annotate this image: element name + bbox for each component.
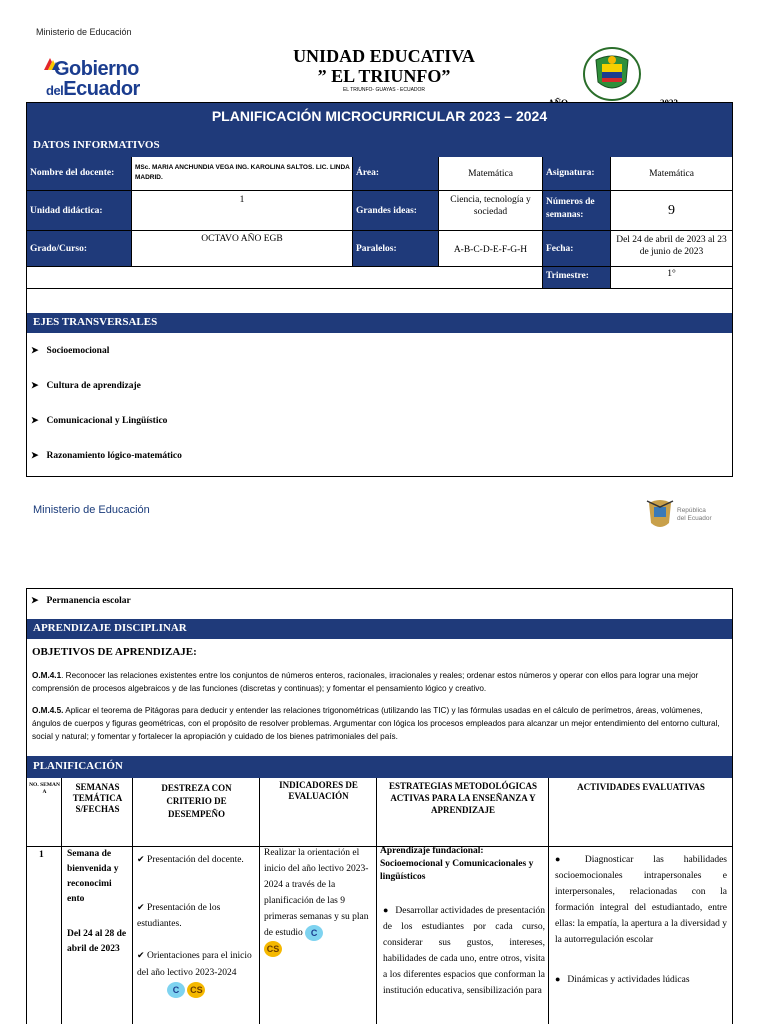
trimestre-label-cell: Trimestre: [543,267,611,289]
cs-badge-icon: CS [187,982,205,998]
del-word: del [46,83,64,98]
check-icon: ✔ [137,950,145,960]
arrow-bullet-icon: ➤ [31,345,39,355]
datos-title: DATOS INFORMATIVOS [33,139,160,151]
republica-logo [645,497,735,533]
semanas-label-cell: Números de semanas: [543,191,611,231]
paralelos-value-cell: A-B-C-D-E-F-G-H [439,231,543,267]
empty-cell [27,267,543,289]
week-title: Semana de bienvenida y reconocimi ento [67,849,119,904]
bullet-dot-icon: ● [383,905,389,915]
asignatura-label-cell: Asignatura: [543,157,611,191]
aprendizaje-band [27,619,732,639]
arrow-bullet-icon: ➤ [31,450,39,460]
objetivos-title: OBJETIVOS DE APRENDIZAJE: [32,646,197,658]
header-semanas: SEMANAS TEMÁTICA S/FECHAS [72,782,123,814]
objetivo-om41: O.M.4.1. Reconocer las relaciones existentes entre los conjuntos de números enteros, racionales, irracionales y reales; ordenar estos números y operar con ellos para lograr una mejor comprensión de procesos algebraicos y de las funciones (discretas y continuas); y fomentar el pensamiento lógico y creativo. [32,671,699,693]
aprendizaje-title: APRENDIZAJE DISCIPLINAR [33,622,187,634]
asignatura-value-cell: Matemática [611,157,732,191]
arrow-bullet-icon: ➤ [31,415,39,425]
eje-item: ➤ Comunicacional y Lingüístico [31,415,168,426]
docente-value-cell: MSc. MARIA ANCHUNDIA VEGA ING. KAROLINA SALTOS. LIC. LINDA MADRID. [132,157,353,191]
ideas-label-cell: Grandes ideas: [353,191,439,231]
ecuador-text: Ecuador [63,78,140,100]
estrategia-body: ● Desarrollar actividades de presentación de los estudiantes por cada curso, considerar sus gustos, intereses, habilidades de cada uno, entre otros, visita a los diferentes espacios que conforman la institución educativa, sensibilización para [383,902,545,999]
eje-item: ➤ Razonamiento lógico-matemático [31,450,182,461]
actividad-item: ● Diagnosticar las habilidades socioemocionales intrapersonales e interpersonales, relacionadas con la formación integral del estudiantado, entre ellas: la empatía, la apertura a la diversidad y la autorregulación escolar [555,851,727,948]
header-indicadores: INDICADORES DE EVALUACIÓN [279,780,358,801]
planificacion-title: PLANIFICACIÓN [33,760,123,772]
ecuador-shield-icon [645,497,675,533]
ministerio-label: Ministerio de Educación [36,27,132,37]
bullet-dot-icon: ● [555,974,561,984]
fecha-label-cell: Fecha: [543,231,611,267]
eje-item: ➤ Cultura de aprendizaje [31,380,141,391]
school-title-line2: ” EL TRIUNFO” [317,66,451,86]
unidad-value-cell: 1 [132,191,353,231]
destreza-item: ✔ Orientaciones para el inicio del año lectivo 2023-2024 C CS [137,947,257,999]
col-no-semana [27,778,62,1024]
estrategia-title: Aprendizaje fundacional: Socioemocional y Comunicacionales y lingüísticos [380,846,534,882]
c-badge-icon: C [305,925,323,941]
destreza-item: ✔ Presentación del docente. [137,851,257,868]
area-label-cell: Área: [353,157,439,191]
ejes-title: EJES TRANSVERSALES [33,316,158,328]
plan-title-band [27,103,732,135]
school-title-line1: UNIDAD EDUCATIVA [293,46,475,66]
school-location: EL TRIUNFO- GUAYAS - ECUADOR [342,87,426,93]
grado-value-cell: OCTAVO AÑO EGB [132,231,353,267]
plan-table [26,588,733,1024]
objetivo-om45: O.M.4.5. Aplicar el teorema de Pitágoras para deducir y entender las relaciones trigonométricas (utilizando las TIC) y las fórmulas usadas en el cálculo de perímetros, áreas, volúmenes, ángulos de cuerpos y figuras geométricas, con el propósito de resolver problemas. Argumentar con lógica los procesos empleados para alcanzar un mejor entendimiento del entorno cultural, social y natural; y fomentar y fortalecer la apropiación y cuidado de los bienes patrimoniales del país. [32,706,720,741]
week-dates: Del 24 al 28 de abril de 2023 [67,929,127,954]
eje-item: ➤ Socioemocional [31,345,110,356]
ministerio-footer: Ministerio de Educación [33,504,150,516]
gobierno-word: Gobierno [54,58,139,80]
datos-table [26,102,733,477]
indicador-text: Realizar la orientación el inicio del año lectivo 2023-2024 a través de la planificación de las 9 primeras semanas y su plan de estudio C CS [264,845,375,957]
check-icon: ✔ [137,902,145,912]
permanencia-item: ➤ Permanencia escolar [31,595,131,606]
school-crest-icon [580,44,644,104]
check-icon: ✔ [137,854,145,864]
c-badge-icon: C [167,982,185,998]
unidad-label-cell: Unidad didáctica: [27,191,132,231]
header-destreza: DESTREZA CON CRITERIO DE DESEMPEÑO [161,783,232,819]
datos-band [27,135,732,157]
grado-label-cell: Grado/Curso: [27,231,132,267]
badges [137,982,257,999]
paralelos-label-cell: Paralelos: [353,231,439,267]
week-number: 1 [39,850,44,860]
header-estrategias: ESTRATEGIAS METODOLÓGICAS ACTIVAS PARA LA ENSEÑANZA Y APRENDIZAJE [389,781,537,815]
plan-title: PLANIFICACIÓN MICROCURRICULAR 2023 – 2024 [211,108,548,124]
header-actividades: ACTIVIDADES EVALUATIVAS [577,782,705,792]
planificacion-band [27,756,732,778]
arrow-bullet-icon: ➤ [31,380,39,390]
trimestre-value-cell: 1° [611,267,732,289]
actividad-item: ● Dinámicas y actividades lúdicas [555,971,727,988]
ideas-value-cell: Ciencia, tecnología y sociedad [439,191,543,231]
docente-label-cell: Nombre del docente: [27,157,132,191]
destreza-item: ✔ Presentación de los estudiantes. [137,899,257,932]
ejes-band [27,313,732,333]
area-value-cell: Matemática [439,157,543,191]
bullet-dot-icon: ● [555,854,561,864]
cs-badge-icon: CS [264,941,282,957]
semanas-value-cell: 9 [611,191,732,231]
arrow-bullet-icon: ➤ [31,595,39,605]
header-no-semana: NO. SEMAN A [29,782,60,795]
republica-text: República del Ecuador [677,507,712,522]
fecha-value-cell: Del 24 de abril de 2023 al 23 de junio de 2023 [611,231,732,267]
